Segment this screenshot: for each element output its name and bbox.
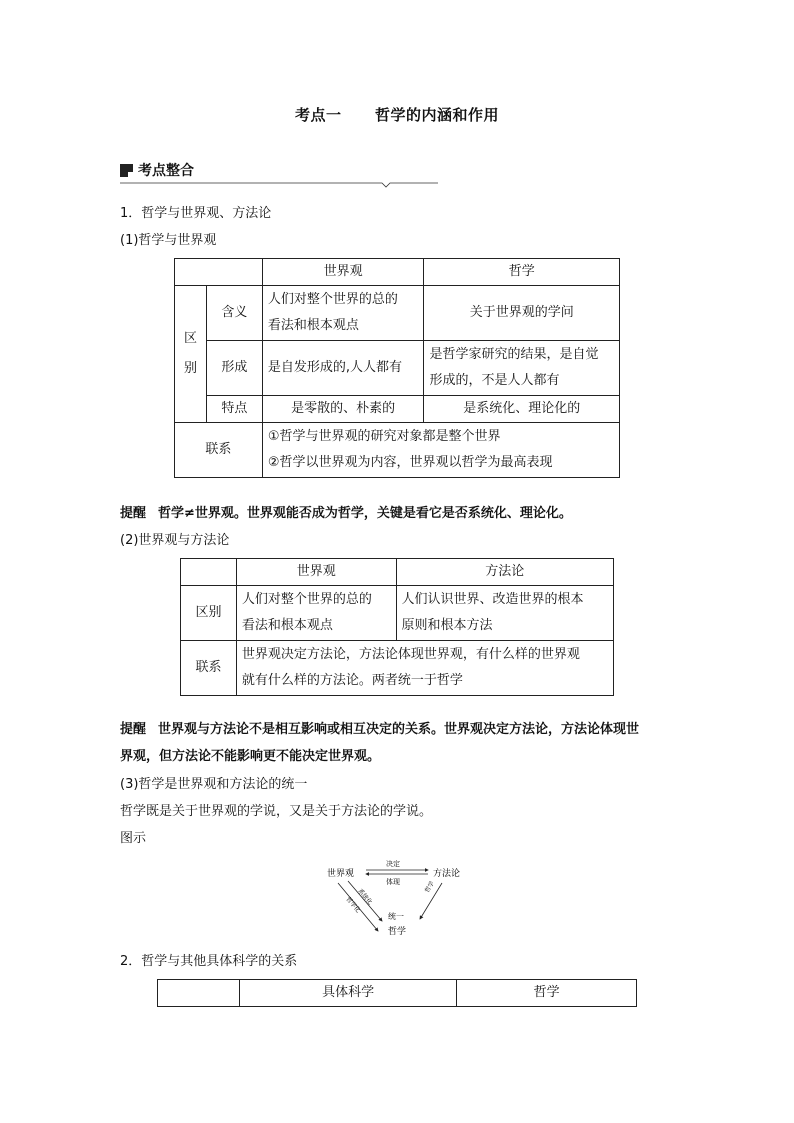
tip-label: 提醒 [120,506,147,521]
table-cell [424,341,620,396]
table-header-row [158,980,637,1007]
cell-line: ①哲学与世界观的研究对象都是整个世界 [267,429,501,444]
table-cell: 是零散的、朴素的 [262,396,424,423]
table-worldview-methodology [180,558,614,696]
cell-line: ②哲学以世界观为内容，世界观以哲学为最高表现 [267,455,553,470]
edge-left-label-b: 系统化 [356,887,374,907]
cell-line: 是哲学家研究的结果，是自觉 [429,347,599,362]
table-worldview-philosophy [174,258,620,478]
point2-heading: 2．哲学与其他具体科学的关系 [120,954,298,969]
cell-line: 就有什么样的方法论。两者统一于哲学 [241,673,463,688]
tip-text: 世界观与方法论不是相互影响或相互决定的关系。世界观决定方法论，方法论体现世 [158,722,640,737]
cell-line: 人们对整个世界的总的 [241,592,372,607]
table-cell [262,286,424,341]
table-col-header: 哲学 [424,259,620,286]
table-row-label: 形成 [206,341,262,396]
table-header-row [181,559,614,586]
cell-line: 原则和根本方法 [401,618,493,633]
point1-sub1: (1)哲学与世界观 [120,233,217,248]
title-part1: 考点一 [295,106,342,124]
cell-line: 人们对整个世界的总的 [267,292,398,307]
table-row-label: 区别 [181,586,237,641]
point1-heading: 1．哲学与世界观、方法论 [120,206,272,221]
tip-text-cont: 界观，但方法论不能影响更不能决定世界观。 [120,749,381,764]
edge-decide-label: 决定 [386,860,400,868]
node-unity: 统一 [388,912,404,921]
table-col-header: 方法论 [396,559,613,586]
section-divider [120,182,438,190]
node-worldview: 世界观 [327,869,355,879]
table-row [175,341,620,396]
tip-text: 哲学≠世界观。世界观能否成为哲学，关键是看它是否系统化、理论化。 [158,506,572,521]
table-row [175,286,620,341]
cell-line: 看法和根本观点 [241,618,333,633]
sub2-heading: (2)世界观与方法论 [120,533,230,548]
page-title [0,104,794,125]
table-row [175,423,620,478]
table-corner-cell [181,559,237,586]
table-group-label [175,286,207,423]
table-col-header: 世界观 [236,559,396,586]
edge-left-label-a: 哲学化 [344,895,362,915]
table-header-row [175,259,620,286]
cell-line: 形成的，不是人人都有 [429,373,560,388]
table-col-header: 具体科学 [239,980,457,1007]
table-corner-cell [175,259,263,286]
table-row-label: 联系 [181,641,237,696]
table-cell: 关于世界观的学问 [424,286,620,341]
table-cell: 是自发形成的,人人都有 [262,341,424,396]
triangle-diagram [320,855,470,943]
table-science-philosophy [157,979,637,1007]
table-cell [236,586,396,641]
sub3-heading: (3)哲学是世界观和方法论的统一 [120,777,308,792]
tip-label: 提醒 [120,722,147,737]
section-heading [120,160,194,180]
table-corner-cell [158,980,240,1007]
sub3-text: 哲学既是关于世界观的学说，又是关于方法论的学说。 [120,804,433,819]
group-char: 区 [183,331,197,346]
table-cell [396,586,613,641]
table-cell [262,423,619,478]
group-char: 别 [183,361,197,376]
title-part2: 哲学的内涵和作用 [374,106,499,124]
node-methodology: 方法论 [433,869,461,879]
table-col-header: 世界观 [262,259,424,286]
table-col-header: 哲学 [457,980,637,1007]
table-cell: 是系统化、理论化的 [424,396,620,423]
table-row-label: 联系 [175,423,263,478]
cell-line: 世界观决定方法论，方法论体现世界观，有什么样的世界观 [241,647,580,662]
table-row-label: 特点 [206,396,262,423]
table-row [181,641,614,696]
section-heading-text: 考点整合 [138,163,194,179]
square-bullet-icon [120,164,133,177]
cell-line: 看法和根本观点 [267,318,359,333]
edge-right-label: 哲学 [423,880,437,895]
tip-paragraph [120,721,639,739]
table-row [175,396,620,423]
table-row-label: 含义 [206,286,262,341]
cell-line: 人们认识世界、改造世界的根本 [401,592,584,607]
table-cell [236,641,613,696]
edge-reflect-label: 体现 [386,878,400,886]
node-philosophy-label: 哲学 [388,927,407,937]
tip-paragraph [120,505,572,523]
table-row [181,586,614,641]
figure-label: 图示 [120,831,147,846]
